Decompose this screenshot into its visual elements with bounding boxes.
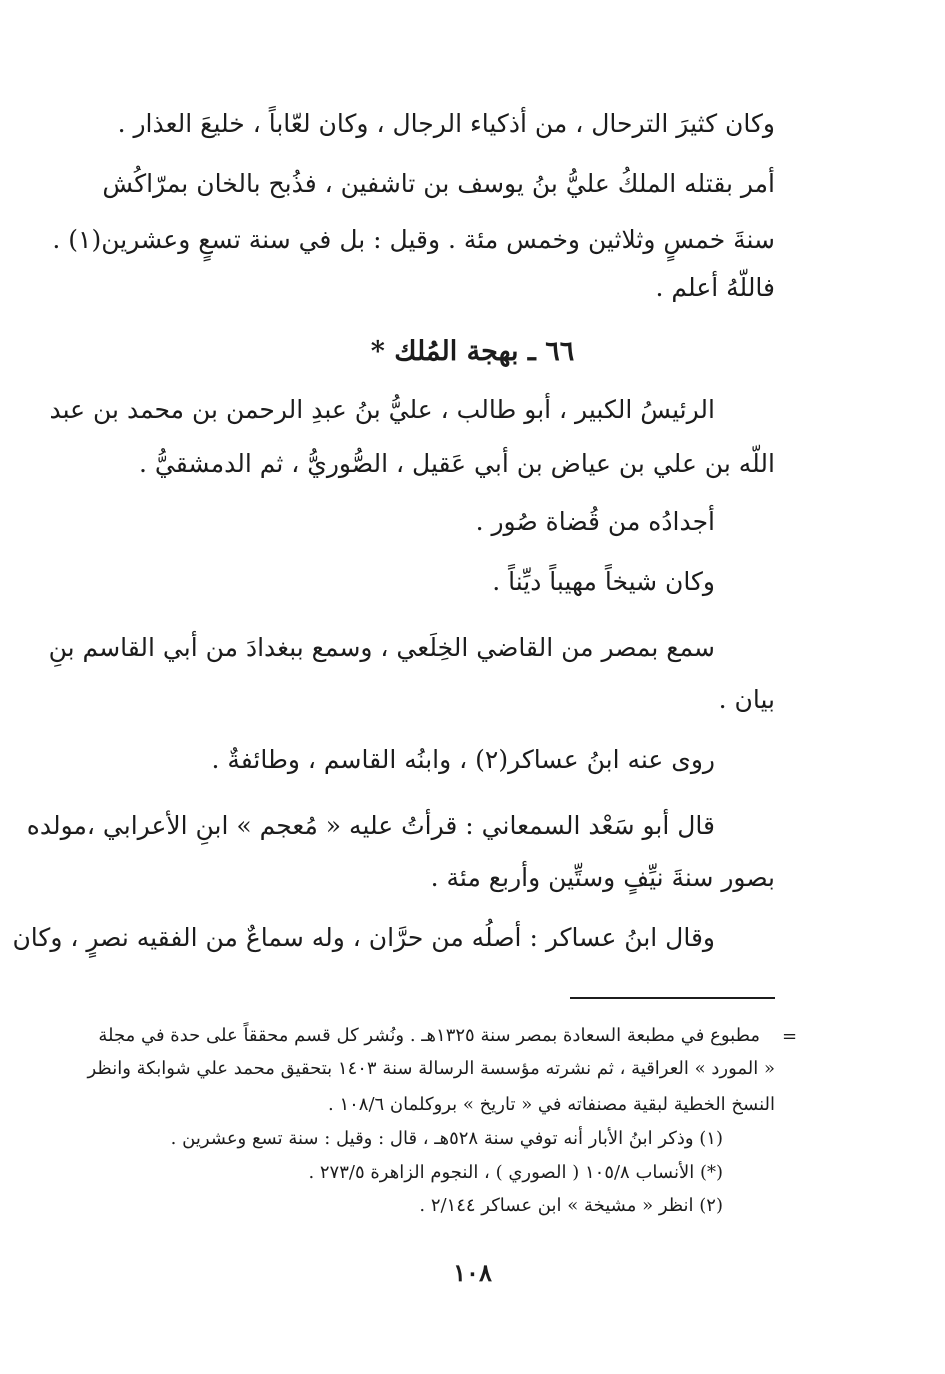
- text-line-4: فاللّهُ أعلم .: [655, 273, 775, 302]
- text-line-11: روى عنه ابنُ عساكر(٢) ، وابنُه القاسم ، وطائفةٌ .: [211, 745, 715, 774]
- footnote-line-2: « المورد » العراقية ، ثم نشرته مؤسسة الرسالة سنة ١٤٠٣ بتحقيق محمد علي شوابكة وانظر: [87, 1058, 775, 1079]
- text-line-10: بيان .: [718, 685, 775, 714]
- text-line-13: بصور سنةَ نيِّفٍ وستِّين وأربع مئة .: [430, 863, 775, 892]
- footnote-1: (١) وذكر ابنُ الأبار أنه توفي سنة ٥٢٨هـ ، قال : وقيل : سنة تسع وعشرين .: [170, 1128, 723, 1149]
- footnote-star: (*) الأنساب ١٠٥/٨ ( الصوري ) ، النجوم الزاهرة ٢٧٣/٥ .: [308, 1162, 723, 1183]
- biography-heading: ٦٦ ـ بهجة المُلك *: [370, 336, 575, 367]
- footnote-separator: [570, 997, 775, 999]
- text-line-5: الرئيسُ الكبير ، أبو طالب ، عليُّ بنُ عبدِ الرحمن بن محمد بن عبد: [49, 395, 715, 424]
- text-line-3: سنةَ خمسٍ وثلاثين وخمس مئة . وقيل : بل في سنة تسعٍ وعشرين(١) .: [52, 225, 775, 254]
- footnote-line-3: النسخ الخطية لبقية مصنفاته في « تاريخ » بروكلمان ١٠٨/٦ .: [328, 1094, 775, 1115]
- text-line-6: اللّه بن علي بن عياض بن أبي عَقيل ، الصُّوريُّ ، ثم الدمشقيُّ .: [139, 449, 775, 478]
- text-line-2: أمر بقتله الملكُ عليُّ بنُ يوسف بن تاشفين ، فذُبح بالخان بمرّاكُش: [102, 169, 775, 198]
- text-line-1: وكان كثيرَ الترحال ، من أذكياء الرجال ، وكان لعّاباً ، خليعَ العذار .: [117, 109, 775, 138]
- text-line-7: أجدادُه من قُضاة صُور .: [475, 507, 715, 536]
- page-number: ١٠٨: [453, 1258, 492, 1287]
- footnote-line-1: مطبوع في مطبعة السعادة بمصر سنة ١٣٢٥هـ . ونُشر كل قسم محققاً على حدة في مجلة: [98, 1025, 760, 1046]
- footnote-continuation-mark: =: [782, 1026, 798, 1047]
- text-line-9: سمع بمصر من القاضي الخِلَعي ، وسمع ببغدادَ من أبي القاسم بنِ: [48, 633, 715, 662]
- footnote-2: (٢) انظر « مشيخة » ابن عساكر ٢/١٤٤ .: [419, 1195, 723, 1216]
- text-line-8: وكان شيخاً مهيباً ديِّناً .: [492, 567, 715, 596]
- text-line-14: وقال ابنُ عساكر : أصلُه من حرَّان ، وله سماعٌ من الفقيه نصرٍ ، وكان: [12, 923, 715, 952]
- text-line-12: قال أبو سَعْد السمعاني : قرأتُ عليه « مُعجم » ابنِ الأعرابي ،مولده: [26, 811, 715, 840]
